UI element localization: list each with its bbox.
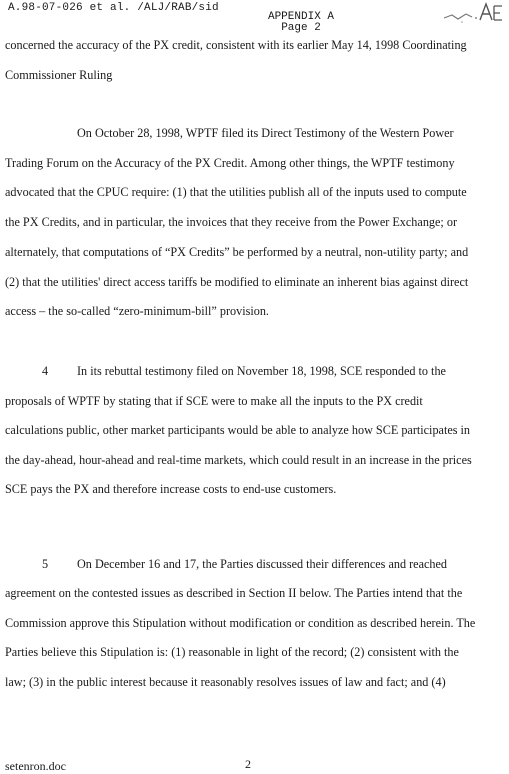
paragraph-line: Commission approve this Stipulation without modification or condition as described herein. The	[5, 616, 476, 630]
paragraph-line: the day-ahead, hour-ahead and real-time markets, which could result in an increase in the prices	[5, 453, 472, 467]
paragraph-number: 5	[42, 557, 49, 571]
appendix-label: APPENDIX A	[267, 11, 334, 23]
paragraph-line: (2) that the utilities' direct access tariffs be modified to eliminate an inherent bias against direct	[5, 275, 469, 289]
paragraph-line: the PX Credits, and in particular, the invoices that they receive from the Power Exchange; or	[5, 215, 457, 229]
paragraph-line: On December 16 and 17, the Parties discussed their differences and reached	[77, 557, 447, 571]
paragraph-line: proposals of WPTF by stating that if SCE were to make all the inputs to the PX credit	[5, 394, 423, 408]
paragraph-line: In its rebuttal testimony filed on November 18, 1998, SCE responded to the	[77, 364, 446, 378]
paragraph-line: access – the so-called “zero-minimum-bill” provision.	[5, 304, 269, 318]
paragraph-line: advocated that the CPUC require: (1) that the utilities publish all of the inputs used to compute	[5, 185, 467, 199]
page-label: Page 2	[281, 22, 321, 34]
paragraph-line: concerned the accuracy of the PX credit, consistent with its earlier May 14, 1998 Coordinating	[5, 38, 467, 52]
paragraph-line: agreement on the contested issues as described in Section II below. The Parties intend that the	[5, 586, 463, 600]
docket-header: A.98-07-026 et al. /ALJ/RAB/sid	[8, 2, 219, 14]
paragraph-line: Trading Forum on the Accuracy of the PX Credit. Among other things, the WPTF testimony	[5, 156, 455, 170]
paragraph-line: law; (3) in the public interest because it reasonably resolves issues of law and fact; and (4)	[5, 675, 446, 689]
footer-page-number: 2	[245, 757, 251, 771]
paragraph-line: calculations public, other market participants would be able to analyze how SCE participates in	[5, 423, 471, 437]
appendix-header	[264, 12, 338, 34]
paragraph-line: alternately, that computations of “PX Credits” be performed by a neutral, non-utility party; and	[5, 245, 469, 259]
stamp-mark-icon	[436, 0, 508, 26]
paragraph-line: On October 28, 1998, WPTF filed its Direct Testimony of the Western Power	[77, 126, 454, 140]
paragraph-line: Parties believe this Stipulation is: (1) reasonable in light of the record; (2) consistent with the	[5, 645, 459, 659]
footer-filename: setenron.doc	[5, 759, 66, 773]
paragraph-number: 4	[42, 364, 49, 378]
paragraph-line: Commissioner Ruling	[5, 68, 113, 82]
paragraph-line: SCE pays the PX and therefore increase costs to end-use customers.	[5, 482, 337, 496]
